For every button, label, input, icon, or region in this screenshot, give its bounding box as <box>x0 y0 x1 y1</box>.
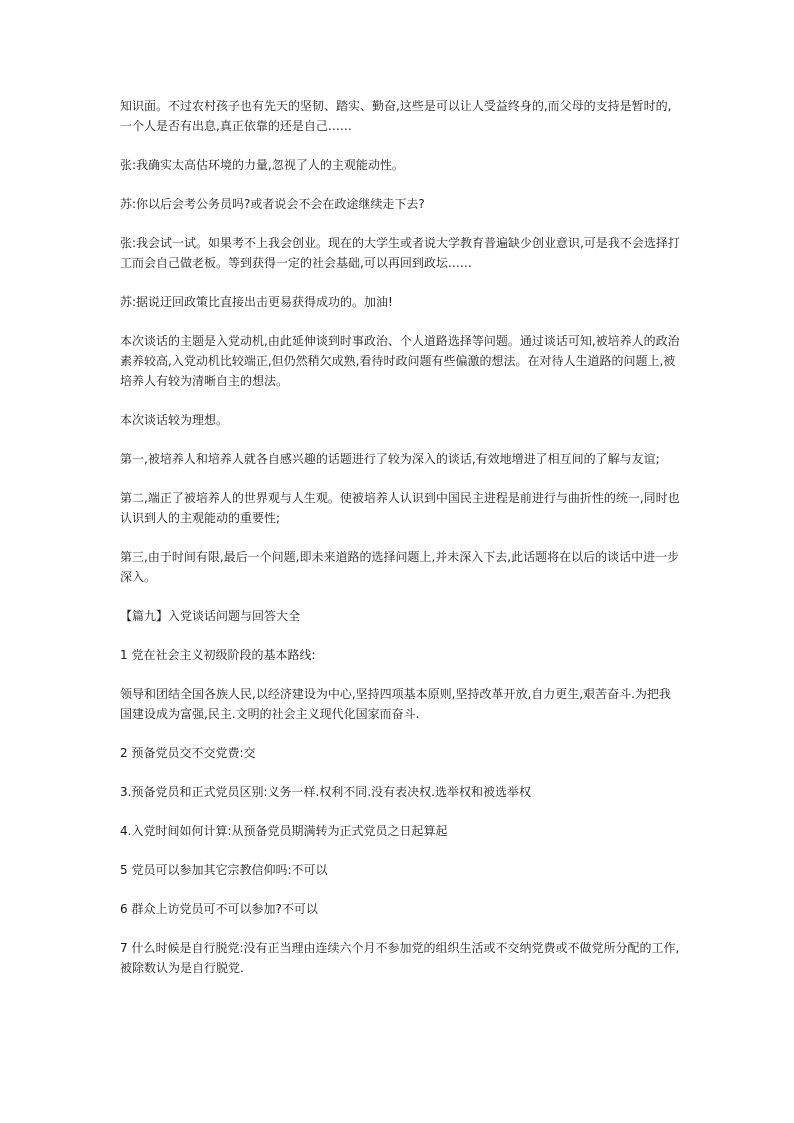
section-heading: 【篇九】入党谈话问题与回答大全 <box>120 609 301 623</box>
paragraph-8: 第一,被培养人和培养人就各自感兴趣的话题进行了较为深入的谈话,有效地增进了相互间的了解与友谊; <box>120 452 660 466</box>
paragraph-18: 6 群众上访党员可不可以参加?不可以 <box>120 902 318 916</box>
paragraph-17: 5 党员可以参加其它宗教信仰吗:不可以 <box>120 863 328 877</box>
paragraph-10: 第三,由于时间有限,最后一个问题,即未来道路的选择问题上,并未深入下去,此话题将在以后的谈话中进一步深入。 <box>120 550 680 584</box>
paragraph-12: 1 党在社会主义初级阶段的基本路线: <box>120 648 316 662</box>
paragraph-9: 第二,端正了被培养人的世界观与人生观。使被培养人认识到中国民主进程是前进行与曲折性的统一,同时也认识到人的主观能动的重要性; <box>120 491 680 525</box>
paragraph-16: 4.入党时间如何计算:从预备党员期满转为正式党员之日起算起 <box>120 824 448 838</box>
paragraph-14: 2 预备党员交不交党费:交 <box>120 746 256 760</box>
paragraph-2: 张:我确实太高估环境的力量,忽视了人的主观能动性。 <box>120 158 404 172</box>
paragraph-6: 本次谈话的主题是入党动机,由此延伸谈到时事政治、个人道路选择等问题。通过谈话可知,被培养人的政治素养较高,入党动机比较端正,但仍然稍欠成熟,看待时政问题有些偏激的想法。在对待人生道路的问题上,被培养人有较为清晰自主的想法。 <box>120 334 680 388</box>
paragraph-15: 3.预备党员和正式党员区别:义务一样.权利不同.没有表决权.选举权和被选举权 <box>120 785 531 799</box>
paragraph-4: 张:我会试一试。如果考不上我会创业。现在的大学生或者说大学教育普遍缺少创业意识,可是我不会选择打工而会自己做老板。等到获得一定的社会基础,可以再回到政坛…… <box>120 236 680 270</box>
document-page <box>120 96 680 997</box>
paragraph-3: 苏:你以后会考公务员吗?或者说会不会在政途继续走下去? <box>120 197 425 211</box>
paragraph-13: 领导和团结全国各族人民,以经济建设为中心,坚持四项基本原则,坚持改革开放,自力更生,艰苦奋斗.为把我国建设成为富强,民主.文明的社会主义现代化国家而奋斗. <box>120 687 671 721</box>
paragraph-1: 知识面。不过农村孩子也有先天的坚韧、踏实、勤奋,这些是可以让人受益终身的,而父母的支持是暂时的,一个人是否有出息,真正依靠的还是自己…… <box>120 99 672 133</box>
paragraph-7: 本次谈话较为理想。 <box>120 413 229 427</box>
paragraph-19: 7 什么时候是自行脱党:没有正当理由连续六个月不参加党的组织生活或不交纳党费或不做党所分配的工作,被除数认为是自行脱党. <box>120 941 680 975</box>
paragraph-5: 苏:据说迂回政策比直接出击更易获得成功的。加油! <box>120 295 393 309</box>
